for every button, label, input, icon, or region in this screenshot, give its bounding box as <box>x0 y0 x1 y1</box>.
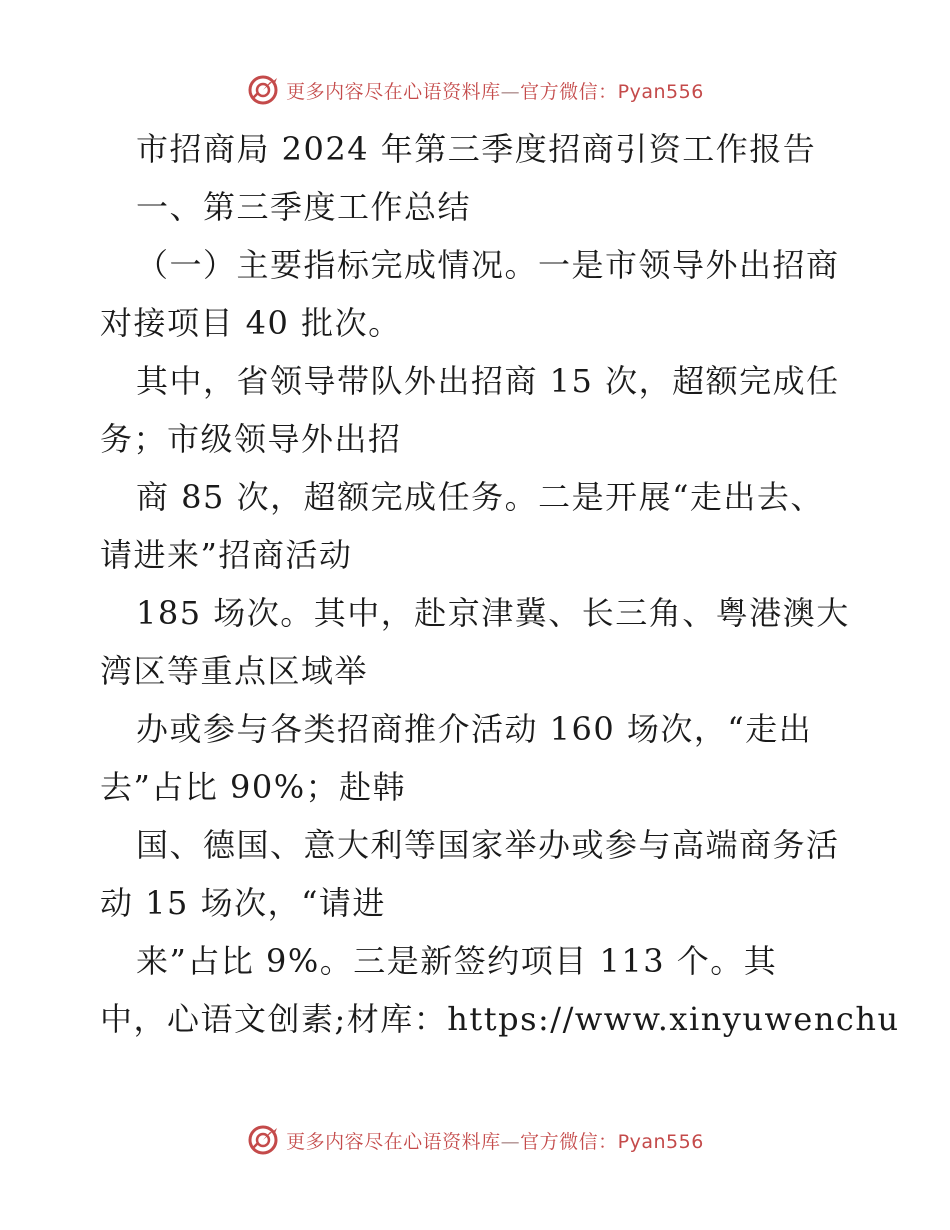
banner-contact: 官方微信：Pyan556 <box>520 80 704 103</box>
doc-line: 国、德国、意大利等国家举办或参与高端商务活 <box>136 826 840 864</box>
banner-main: 更多内容尽在心语资料库 <box>286 1130 501 1153</box>
header-banner <box>0 70 950 110</box>
doc-line: 请进来”招商活动 <box>100 536 353 574</box>
doc-line: 对接项目 40 批次。 <box>100 304 402 342</box>
doc-title: 市招商局 2024 年第三季度招商引资工作报告 <box>136 130 817 168</box>
doc-line: 其中，省领导带队外出招商 15 次，超额完成任 <box>136 362 840 400</box>
doc-line: 185 场次。其中，赴京津冀、长三角、粤港澳大 <box>136 594 850 632</box>
doc-line: 中，心语文创素;材库：https://www.xinyuwenchu <box>100 1000 900 1038</box>
doc-line: （一）主要指标完成情况。一是市领导外出招商 <box>136 246 840 284</box>
banner-main: 更多内容尽在心语资料库 <box>286 80 501 103</box>
footer-banner <box>0 1120 950 1160</box>
doc-line: 来”占比 9%。三是新签约项目 113 个。其 <box>136 942 778 980</box>
banner-text <box>286 77 704 104</box>
logo-icon <box>246 73 280 107</box>
logo-icon <box>246 1123 280 1157</box>
document-body <box>100 120 900 1048</box>
banner-contact: 官方微信：Pyan556 <box>520 1130 704 1153</box>
doc-line: 商 85 次，超额完成任务。二是开展“走出去、 <box>136 478 824 516</box>
banner-dash: — <box>500 1130 521 1153</box>
banner-text <box>286 1127 704 1154</box>
doc-line: 办或参与各类招商推介活动 160 场次，“走出 <box>136 710 813 748</box>
section-heading: 一、第三季度工作总结 <box>136 188 472 226</box>
doc-line: 动 15 场次，“请进 <box>100 884 386 922</box>
doc-line: 去”占比 90%；赴韩 <box>100 768 407 806</box>
doc-line: 湾区等重点区域举 <box>100 652 369 690</box>
doc-line: 务；市级领导外出招 <box>100 420 402 458</box>
banner-dash: — <box>500 80 521 103</box>
